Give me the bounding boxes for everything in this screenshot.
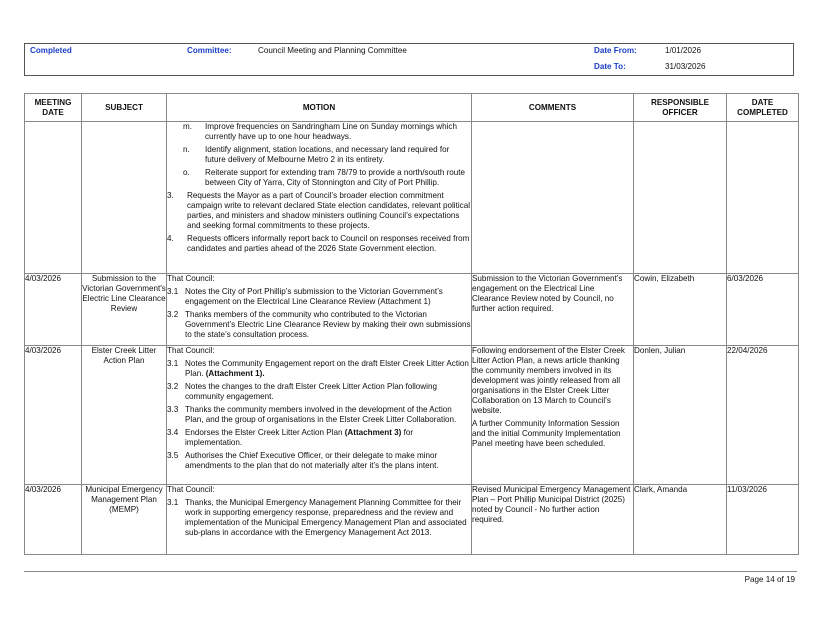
actions-table bbox=[24, 93, 799, 555]
col-header-comments: COMMENTS bbox=[472, 94, 634, 122]
cell-motion bbox=[167, 274, 472, 346]
table-row bbox=[25, 122, 799, 274]
motion-item: 3. Requests the Mayor as a part of Council’s broader election commitment campaign write to relevant declared State election candidates, relevant political parties, and ministers and shadow ministers outlining Council’s expectations and seeking formal commitments to these projects. bbox=[167, 191, 470, 230]
date-from-value: 1/01/2026 bbox=[665, 46, 702, 55]
cell-subject bbox=[82, 122, 167, 274]
footer-divider bbox=[24, 571, 797, 572]
cell-date: 4/03/2026 bbox=[25, 274, 82, 346]
date-to-value: 31/03/2026 bbox=[665, 62, 706, 71]
committee-label: Committee: bbox=[187, 46, 232, 55]
cell-completed: 6/03/2026 bbox=[727, 274, 799, 346]
cell-motion bbox=[167, 346, 472, 485]
cell-officer: Cowin, Elizabeth bbox=[634, 274, 727, 346]
date-to-label: Date To: bbox=[594, 62, 626, 71]
motion-item: 3.5 Authorises the Chief Executive Officer, or their delegate to make minor amendments to the plan that do not materially alter it’s the plans intent. bbox=[167, 451, 439, 470]
cell-officer: Donlen, Julian bbox=[634, 346, 727, 485]
cell-comments bbox=[472, 346, 634, 485]
comment-paragraph: Revised Municipal Emergency Management Plan – Port Phillip Municipal District (2025) noted by Council - No further action required. bbox=[472, 485, 631, 524]
motion-item: 3.3 Thanks the community members involved in the development of the Action Plan, and the group of organisations in the Elster Creek Litter Collaboration. bbox=[167, 405, 457, 424]
status-label: Completed bbox=[30, 46, 72, 55]
cell-date: 4/03/2026 bbox=[25, 346, 82, 485]
cell-date: 4/03/2026 bbox=[25, 485, 82, 555]
col-header-officer: RESPONSIBLE OFFICER bbox=[634, 94, 727, 122]
motion-item: 3.1 Notes the Community Engagement report on the draft Elster Creek Litter Action Plan. (Attachment 1). bbox=[167, 359, 469, 378]
table-header-row bbox=[25, 94, 799, 122]
comment-paragraph: A further Community Information Session and the initial Community Implementation Panel meeting have been scheduled. bbox=[472, 419, 621, 448]
page-number: Page 14 of 19 bbox=[744, 575, 795, 584]
motion-item: 3.1 Thanks, the Municipal Emergency Management Planning Committee for their work in supporting emergency response, preparedness and the review and implementation of the Municipal Emergency Management Plan and associated sub-plans in accordance with the Emergency Management Act 2013. bbox=[167, 498, 467, 537]
cell-motion bbox=[167, 485, 472, 555]
motion-intro: That Council: bbox=[167, 485, 215, 494]
motion-item: o. Reiterate support for extending tram 78/79 to provide a north/south route between City of Yarra, City of Stonnington and City of Port Phillip. bbox=[183, 168, 466, 187]
motion-item: 3.2 Notes the changes to the draft Elster Creek Litter Action Plan following community engagement. bbox=[167, 382, 437, 401]
cell-subject: Submission to the Victorian Government's Electric Line Clearance Review bbox=[82, 274, 167, 346]
motion-item: 3.2 Thanks members of the community who contributed to the Victorian Government’s Electric Line Clearance Review by making their own submissions to the state’s consultation process. bbox=[167, 310, 471, 339]
cell-comments bbox=[472, 274, 634, 346]
cell-officer bbox=[634, 122, 727, 274]
cell-completed bbox=[727, 122, 799, 274]
cell-date bbox=[25, 122, 82, 274]
cell-comments bbox=[472, 122, 634, 274]
date-from-label: Date From: bbox=[594, 46, 637, 55]
cell-completed: 11/03/2026 bbox=[727, 485, 799, 555]
col-header-motion: MOTION bbox=[167, 94, 472, 122]
table-row bbox=[25, 485, 799, 555]
col-header-subject: SUBJECT bbox=[82, 94, 167, 122]
motion-item: m. Improve frequencies on Sandringham Line on Sunday mornings which currently have up to one hour headways. bbox=[183, 122, 457, 141]
comment-paragraph: Submission to the Victorian Government’s engagement on the Electrical Line Clearance Review noted by Council, no further action required. bbox=[472, 274, 623, 313]
comment-paragraph: Following endorsement of the Elster Creek Litter Action Plan, a news article thanking the community members involved in its development was jointly released from all organisations in the Elster Creek Litter Collaboration on 13 March to Council’s website. bbox=[472, 346, 625, 415]
col-header-date-completed: DATE COMPLETED bbox=[727, 94, 799, 122]
cell-officer: Clark, Amanda bbox=[634, 485, 727, 555]
cell-subject: Municipal Emergency Management Plan (MEMP) bbox=[82, 485, 167, 555]
cell-motion bbox=[167, 122, 472, 274]
committee-value: Council Meeting and Planning Committee bbox=[258, 46, 407, 55]
col-header-meeting-date: MEETING DATE bbox=[25, 94, 82, 122]
motion-intro: That Council: bbox=[167, 274, 215, 283]
report-header bbox=[24, 43, 794, 76]
motion-item: 3.4 Endorses the Elster Creek Litter Action Plan (Attachment 3) for implementation. bbox=[167, 428, 414, 447]
cell-completed: 22/04/2026 bbox=[727, 346, 799, 485]
motion-item: 4. Requests officers informally report back to Council on responses received from candidates and parties ahead of the 2026 State Government election. bbox=[167, 234, 470, 253]
motion-item: n. Identify alignment, station locations, and necessary land required for future delivery of Melbourne Metro 2 in its entirety. bbox=[183, 145, 450, 164]
table-row bbox=[25, 274, 799, 346]
motion-item: 3.1 Notes the City of Port Phillip’s submission to the Victorian Government’s engagement on the Electrical Line Clearance Review (Attachment 1) bbox=[167, 287, 443, 306]
cell-comments bbox=[472, 485, 634, 555]
cell-subject: Elster Creek Litter Action Plan bbox=[82, 346, 167, 485]
motion-intro: That Council: bbox=[167, 346, 215, 355]
table-row bbox=[25, 346, 799, 485]
